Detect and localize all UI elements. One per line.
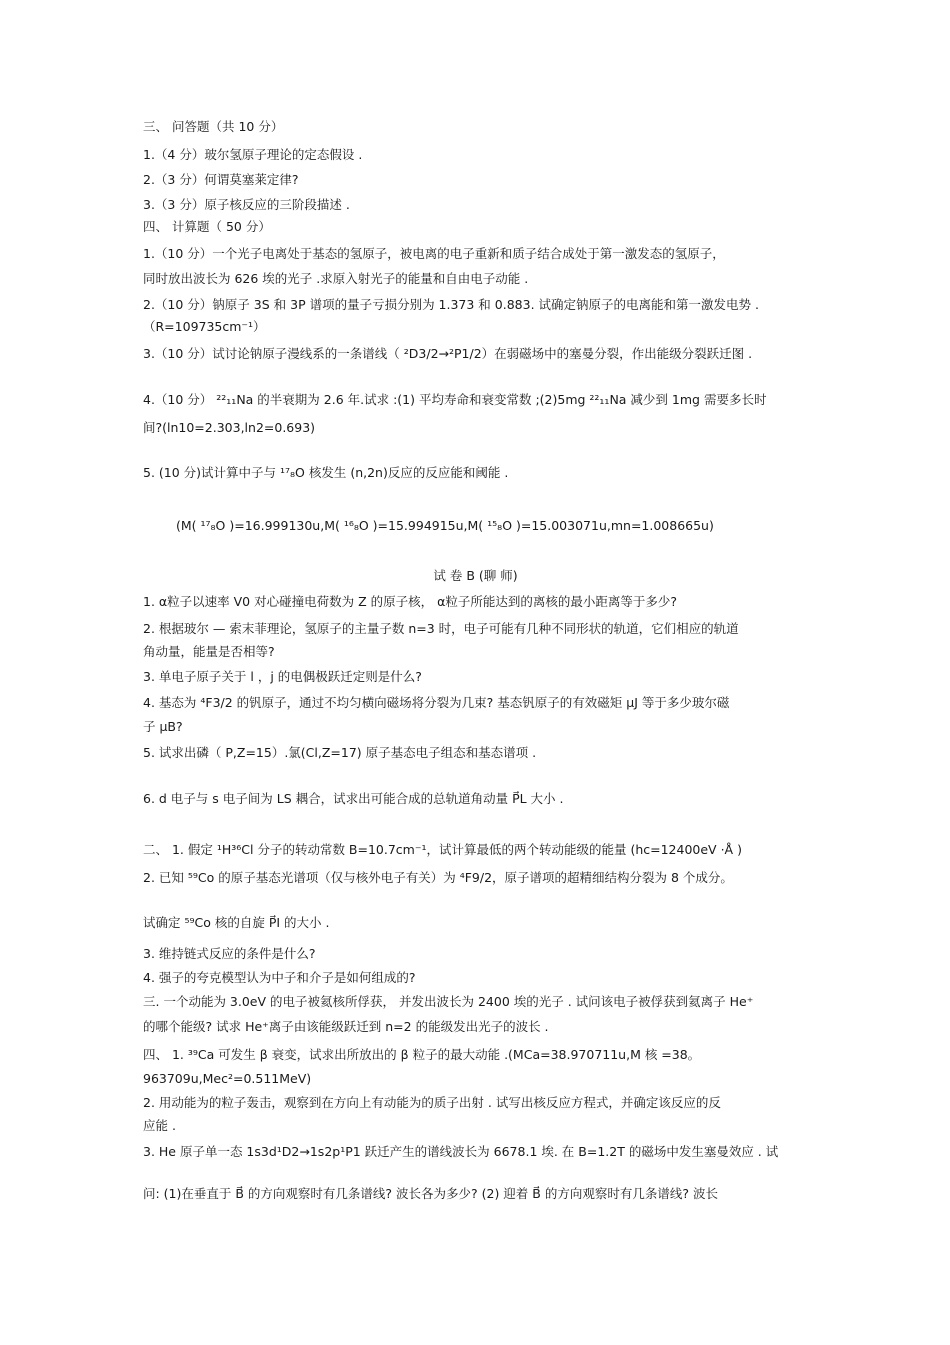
text-line: 3. He 原子单一态 1s3d¹D2→1s2p¹P1 跃迁产生的谱线波长为 6678.1 埃. 在 B=1.2T 的磁场中发生塞曼效应 . 试: [143, 1144, 779, 1159]
text-line: 1.（10 分）一个光子电离处于基态的氢原子，被电离的电子重新和质子结合成处于第一激发态的氢原子，: [143, 246, 725, 261]
text-line: 试确定 ⁵⁹Co 核的自旋 P⃗I 的大小 .: [143, 915, 330, 930]
text-line: 2. 已知 ⁵⁹Co 的原子基态光谱项（仅与核外电子有关）为 ⁴F9/2，原子谱项的超精细结构分裂为 8 个成分。: [143, 870, 733, 885]
text-line: 5. 试求出磷（ P,Z=15）.氯(Cl,Z=17) 原子基态电子组态和基态谱项 .: [143, 745, 537, 760]
text-line: 三、 问答题（共 10 分）: [143, 119, 284, 134]
text-line: 三. 一个动能为 3.0eV 的电子被氦核所俘获， 并发出波长为 2400 埃的光子 . 试问该电子被俘获到氦离子 He⁺: [143, 994, 754, 1009]
text-line: 的哪个能级? 试求 He⁺离子由该能级跃迁到 n=2 的能级发出光子的波长 .: [143, 1019, 549, 1034]
text-line: 2.（10 分）钠原子 3S 和 3P 谱项的量子亏损分别为 1.373 和 0.883. 试确定钠原子的电离能和第一激发电势 .: [143, 297, 759, 312]
text-line: 间?(ln10=2.303,ln2=0.693): [143, 420, 316, 435]
text-line: 4. 强子的夸克模型认为中子和介子是如何组成的?: [143, 970, 416, 985]
text-line: 问: (1)在垂直于 B⃗ 的方向观察时有几条谱线? 波长各为多少? (2) 迎着 B⃗ 的方向观察时有几条谱线? 波长: [143, 1186, 718, 1201]
text-line: 6. d 电子与 s 电子间为 LS 耦合，试求出可能合成的总轨道角动量 P⃗L 大小 .: [143, 791, 564, 806]
text-line: （R=109735cm⁻¹）: [143, 319, 266, 334]
text-line: 3.（3 分）原子核反应的三阶段描述 .: [143, 197, 350, 212]
text-line: 1.（4 分）玻尔氢原子理论的定态假设 .: [143, 147, 363, 162]
text-line: 4.（10 分） ²²₁₁Na 的半衰期为 2.6 年.试求 :(1) 平均寿命和衰变常数 ;(2)5mg ²²₁₁Na 减少到 1mg 需要多长时: [143, 392, 767, 407]
text-line: 四、 1. ³⁹Ca 可发生 β 衰变，试求出所放出的 β 粒子的最大动能 .(MCa=38.970711u,M 核 =38。: [143, 1047, 701, 1062]
text-line: 2. 用动能为的粒子轰击，观察到在方向上有动能为的质子出射 . 试写出核反应方程式，并确定该反应的反: [143, 1095, 721, 1110]
text-line: 4. 基态为 ⁴F3/2 的钒原子，通过不均匀横向磁场将分裂为几束? 基态钒原子的有效磁矩 μJ 等于多少玻尔磁: [143, 695, 730, 710]
text-line: 角动量，能量是否相等?: [143, 644, 275, 659]
text-line: 3. 维持链式反应的条件是什么?: [143, 946, 316, 961]
text-line: (M( ¹⁷₈O )=16.999130u,M( ¹⁶₈O )=15.994915u,M( ¹⁵₈O )=15.003071u,mn=1.008665u): [176, 518, 714, 533]
text-line: 子 μB?: [143, 719, 183, 734]
text-line: 3.（10 分）试讨论钠原子漫线系的一条谱线（ ²D3/2→²P1/2）在弱磁场中的塞曼分裂，作出能级分裂跃迁图 .: [143, 346, 753, 361]
text-line: 2.（3 分）何谓莫塞莱定律?: [143, 172, 299, 187]
text-line: 四、 计算题（ 50 分）: [143, 219, 271, 234]
text-line: 试 卷 B (聊 师): [433, 568, 518, 583]
text-line: 5. (10 分)试计算中子与 ¹⁷₈O 核发生 (n,2n)反应的反应能和阈能 .: [143, 465, 509, 480]
text-line: 同时放出波长为 626 埃的光子 .求原入射光子的能量和自由电子动能 .: [143, 271, 529, 286]
text-line: 2. 根据玻尔 — 索末菲理论，氢原子的主量子数 n=3 时，电子可能有几种不同形状的轨道，它们相应的轨道: [143, 621, 739, 636]
text-line: 二、 1. 假定 ¹H³⁶Cl 分子的转动常数 B=10.7cm⁻¹，试计算最低的两个转动能级的能量 (hc=12400eV ·Å ): [143, 842, 742, 857]
text-line: 1. α粒子以速率 V0 对心碰撞电荷数为 Z 的原子核， α粒子所能达到的离核的最小距离等于多少?: [143, 594, 677, 609]
text-line: 3. 单电子原子关于 l ，j 的电偶极跃迁定则是什么?: [143, 669, 422, 684]
text-line: 应能 .: [143, 1118, 176, 1133]
text-line: 963709u,Mec²=0.511MeV): [143, 1071, 312, 1086]
